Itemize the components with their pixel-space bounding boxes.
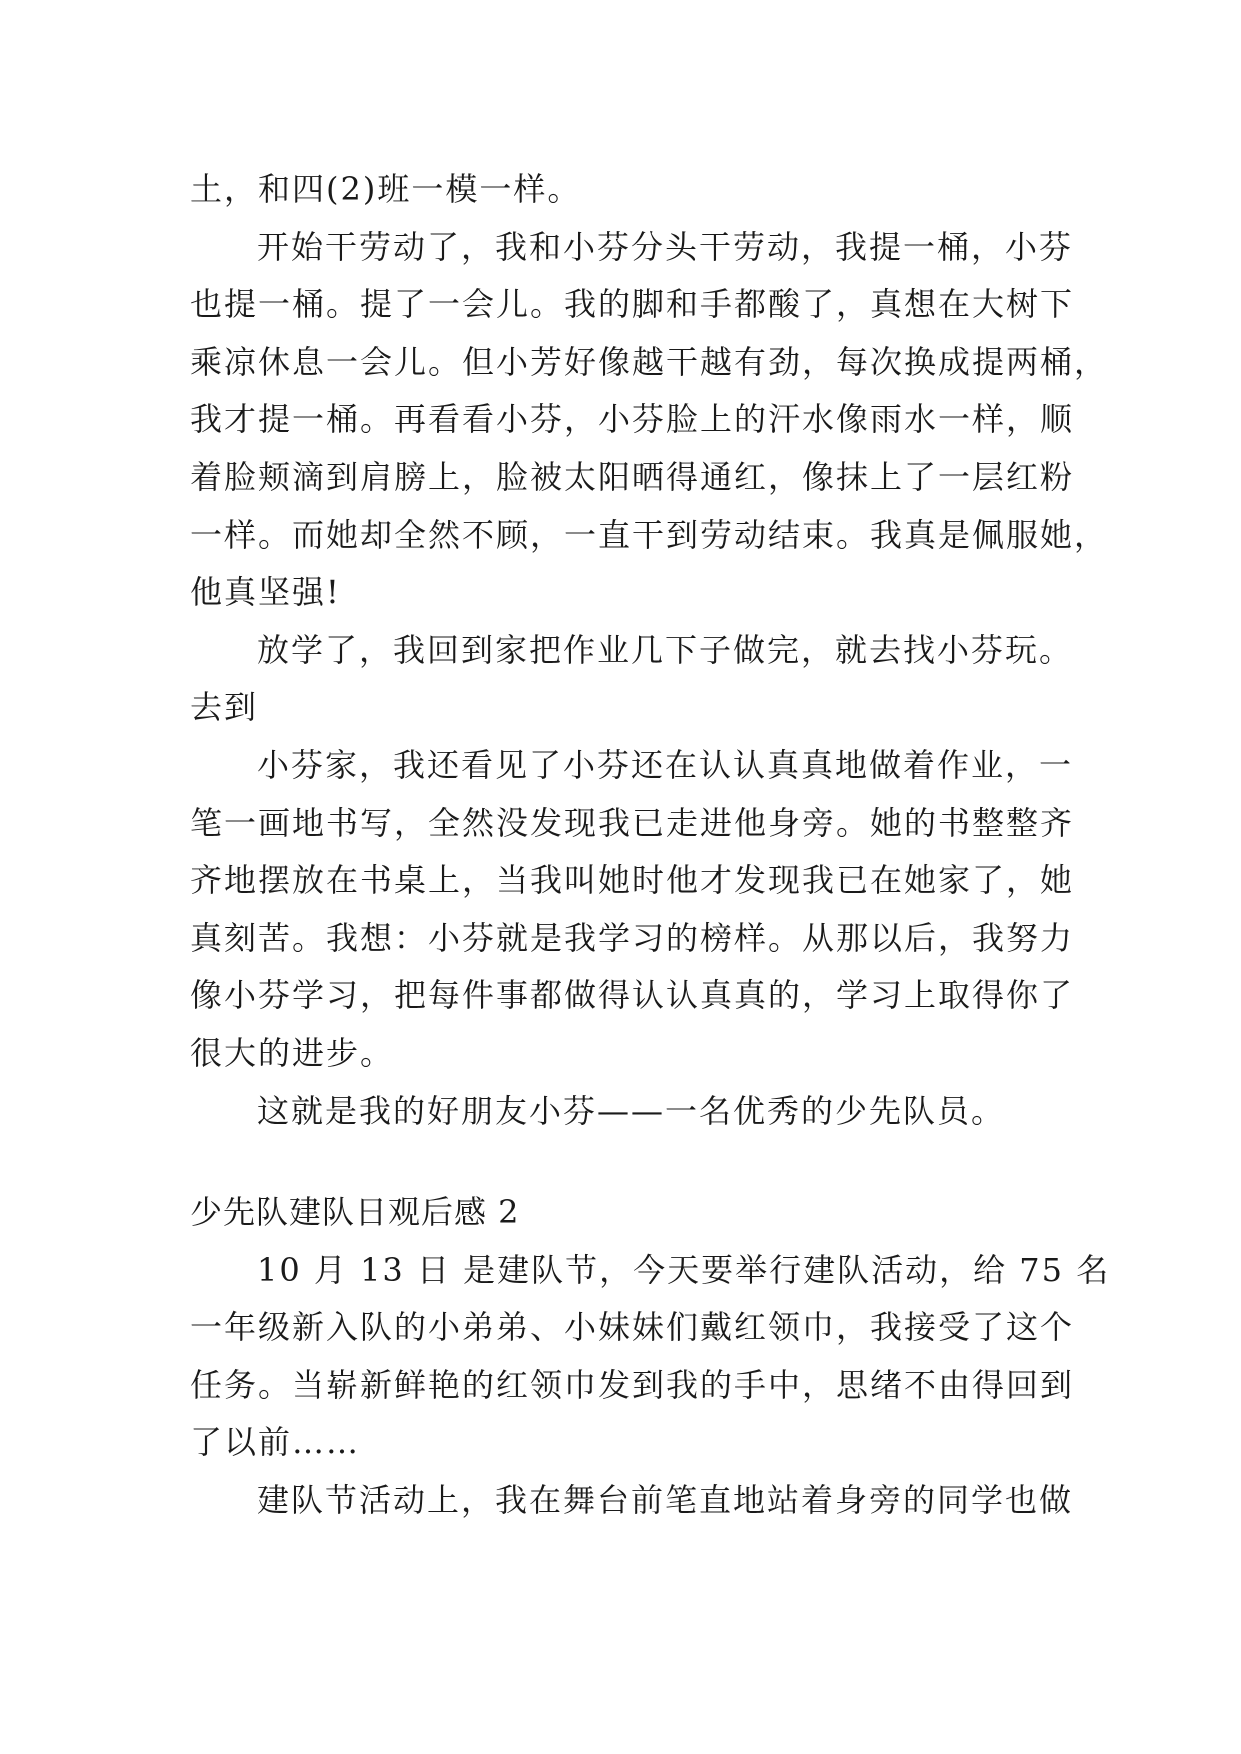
text-line: 去到 (190, 688, 259, 727)
text-line: 也提一桶。提了一会儿。我的脚和手都酸了，真想在大树下 (190, 285, 1075, 324)
text-line: 真刻苦。我想：小芬就是我学习的榜样。从那以后，我努力 (190, 918, 1075, 957)
document-body (190, 161, 1111, 1530)
text-line: 了以前…… (190, 1423, 361, 1462)
text-line: 任务。当崭新鲜艳的红领巾发到我的手中，思绪不由得回到 (190, 1365, 1075, 1404)
paragraph-start-line: 小芬家，我还看见了小芬还在认认真真地做着作业，一 (257, 745, 1074, 784)
text-line: 一年级新入队的小弟弟、小妹妹们戴红领巾，我接受了这个 (190, 1308, 1075, 1347)
section-title: 少先队建队日观后感 2 (190, 1193, 520, 1232)
paragraph-start-line: 10 月 13 日 是建队节，今天要举行建队活动，给 75 名 (257, 1250, 1111, 1289)
text-line: 齐地摆放在书桌上，当我叫她时他才发现我已在她家了，她 (190, 861, 1075, 900)
text-line: 笔一画地书写，全然没发现我已走进他身旁。她的书整整齐 (190, 803, 1075, 842)
text-line: 像小芬学习，把每件事都做得认认真真的，学习上取得你了 (190, 976, 1075, 1015)
section-spacer (190, 1140, 1070, 1184)
paragraph-start-line: 放学了，我回到家把作业几下子做完，就去找小芬玩。 (257, 630, 1074, 669)
paragraph-start-line: 这就是我的好朋友小芬——一名优秀的少先队员。 (257, 1091, 1006, 1130)
text-line: 着脸颊滴到肩膀上，脸被太阳晒得通红，像抹上了一层红粉 (190, 457, 1075, 496)
text-line: 乘凉休息一会儿。但小芳好像越干越有劲，每次换成提两桶， (190, 342, 1109, 381)
text-line: 很大的进步。 (190, 1033, 395, 1072)
text-line: 土，和四(2)班一模一样。 (190, 170, 582, 208)
text-line: 我才提一桶。再看看小芬，小芬脸上的汗水像雨水一样，顺 (190, 400, 1075, 439)
text-line: 他真坚强! (190, 573, 341, 612)
paragraph-start-line: 开始干劳动了，我和小芬分头干劳动，我提一桶，小芬 (257, 227, 1074, 266)
paragraph-start-line: 建队节活动上，我在舞台前笔直地站着身旁的同学也做 (257, 1481, 1074, 1520)
text-line: 一样。而她却全然不顾，一直干到劳动结束。我真是佩服她， (190, 515, 1109, 554)
